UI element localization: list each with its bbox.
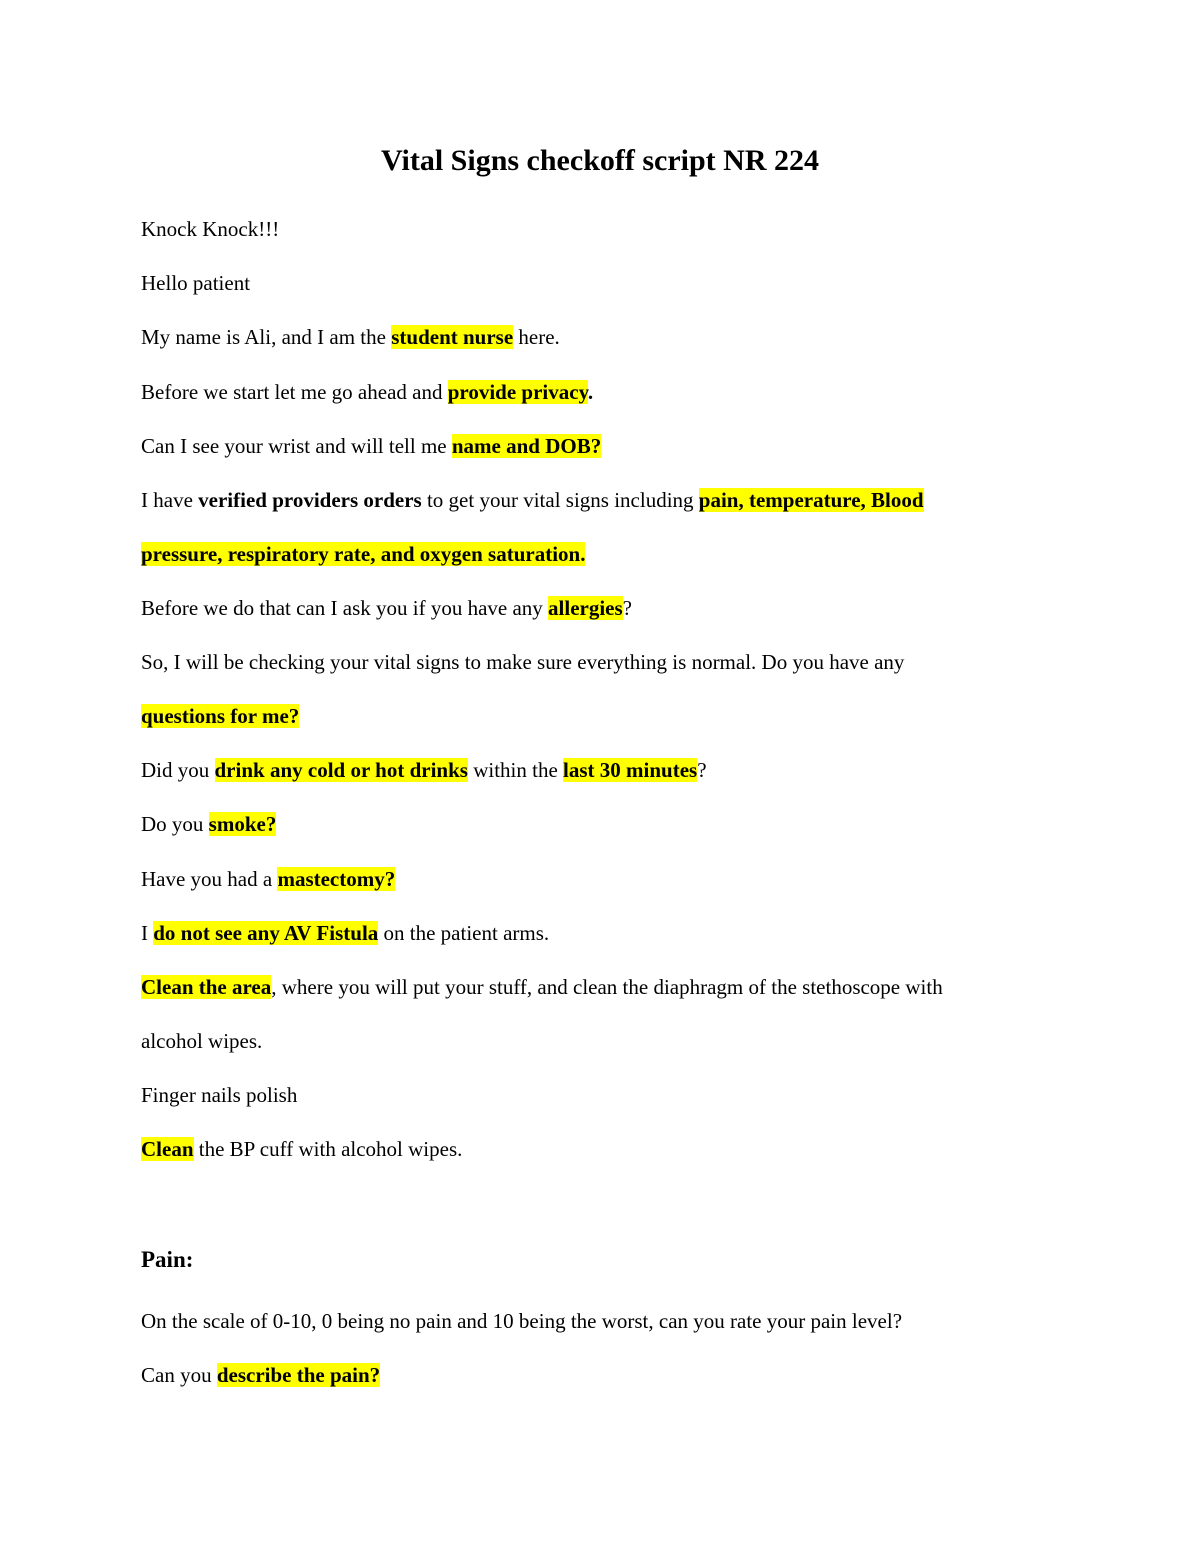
highlighted-text: last 30 minutes [563,758,698,782]
line-text: So, I will be checking your vital signs to make sure everything is normal. Do you have any [141,650,905,674]
document-title: Vital Signs checkoff script NR 224 [380,144,820,177]
highlighted-text: drink any cold or hot drinks [214,758,468,782]
line-text: Knock Knock!!! [141,217,280,241]
script-line [141,593,1071,623]
line-text: alcohol wipes. [141,1029,263,1053]
highlighted-text: pain, temperature, Blood [698,488,924,512]
script-line [141,539,1071,569]
line-text: My name is Ali, and I am the [141,325,392,349]
line-text: Can you [141,1363,217,1387]
script-line [141,1245,1071,1275]
line-text: Can I see your wrist and will tell me [141,434,452,458]
line-text: , where you will put your stuff, and clean the diaphragm of the stethoscope with [271,975,943,999]
highlighted-text: student nurse [391,325,514,349]
highlighted-text: Clean [141,1137,194,1161]
highlighted-text: describe the pain? [216,1363,381,1387]
highlighted-text: provide privacy [447,380,588,404]
script-line [141,485,1071,515]
highlighted-text: do not see any AV Fistula [153,921,379,945]
script-line [141,1026,1071,1056]
script-line [141,214,1071,244]
script-line [141,322,1071,352]
script-line [141,755,1071,785]
script-line [141,1306,1071,1336]
line-text: On the scale of 0-10, 0 being no pain and 10 being the worst, can you rate your pain level? [141,1309,903,1333]
section-heading: Pain: [141,1247,194,1272]
script-line [141,377,1071,407]
highlighted-text: allergies [548,596,623,620]
line-text: on the patient arms. [378,921,550,945]
line-text: I [141,921,154,945]
line-text: the BP cuff with alcohol wipes. [193,1137,463,1161]
line-text: verified providers orders [198,488,422,512]
script-line [141,809,1071,839]
line-text: Did you [141,758,215,782]
highlighted-text: pressure, respiratory rate, and oxygen saturation. [141,542,586,566]
script-line [141,701,1071,731]
line-text: I have [141,488,199,512]
script-line [141,972,1071,1002]
script-line [141,864,1071,894]
line-text: Before we start let me go ahead and [141,380,448,404]
line-text: Hello patient [141,271,251,295]
line-text: Have you had a [141,867,278,891]
line-text: to get your vital signs including [421,488,699,512]
line-text: here. [513,325,560,349]
line-text: Before we do that can I ask you if you have any [141,596,549,620]
highlighted-text: questions for me? [141,704,300,728]
highlighted-text: Clean the area [141,975,272,999]
line-text: Do you [141,812,209,836]
line-text: Finger nails polish [141,1083,298,1107]
highlighted-text: mastectomy? [277,867,396,891]
script-line [141,1080,1071,1110]
script-line [141,647,1071,677]
line-text: . [587,380,594,404]
line-text: ? [622,596,632,620]
line-text: within the [467,758,564,782]
script-line [141,431,1071,461]
script-line [141,1360,1071,1390]
highlighted-text: name and DOB? [451,434,602,458]
highlighted-text: smoke? [208,812,277,836]
script-line [141,1134,1071,1164]
script-line [141,268,1071,298]
script-line [141,918,1071,948]
line-text: ? [697,758,707,782]
